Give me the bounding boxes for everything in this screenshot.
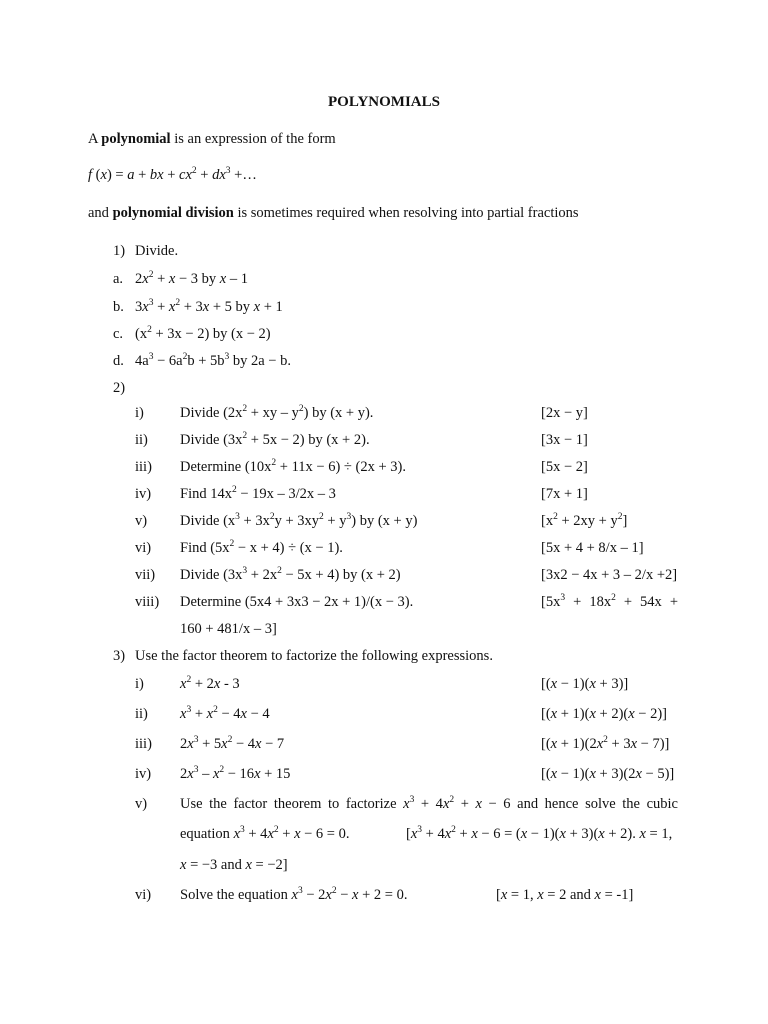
q3-item-ii: $x^3 + x^2 - 4x - 4$ (180, 705, 270, 722)
q2-answer: [$5x^3 + 18x^2 + 54x$ + (541, 593, 678, 610)
intro-term: polynomial (101, 131, 171, 147)
q3-item-iii: $2x^3 + 5x^2 - 4x - 7$ (180, 735, 285, 752)
q3-item-num: ii) (135, 706, 148, 722)
q1-number: 1) (113, 243, 126, 259)
q2-item-ii: Divide $(3x^2 + 5x - 2)$ by (x + 2). (180, 431, 370, 448)
q1-part-d: $4a^3 - 6a^2b + 5b^3$ by 2a − b. (135, 352, 291, 369)
q3-answer: [$x^3 + 4x^2 + x - 6 = (x - 1)(x + 3)(x + 2)$. x = 1, (406, 825, 673, 842)
q3-item-num: v) (135, 796, 148, 812)
q2-answer: [7x + 1] (541, 486, 588, 502)
q2-item-vi: Find $(5x^2 - x + 4) \div (x - 1)$. (180, 539, 343, 556)
q1-part-letter: c. (113, 326, 124, 342)
q2-answer: [3x2 − 4x + 3 – 2/x +2] (541, 567, 678, 583)
q2-item-v: Divide $(x^3 + 3x^2y + 3xy^2 + y^3)$ by (x + y) (180, 512, 418, 529)
q3-answer-continuation: x = −3 and x = −2] (180, 857, 288, 873)
division-post: is sometimes required when resolving into partial fractions (233, 205, 579, 221)
q2-item-vii: Divide $(3x^3 + 2x^2 - 5x + 4)$ by (x + 2) (180, 566, 401, 583)
q2-item-num: vii) (135, 567, 156, 583)
q2-item-num: iv) (135, 486, 152, 502)
page-title: POLYNOMIALS (328, 94, 440, 110)
q2-item-num: v) (135, 513, 148, 529)
intro-paragraph (88, 132, 336, 147)
q3-answer: [(x + 1)(x + 2)(x − 2)] (541, 706, 668, 722)
q2-answer-continuation: 160 + 481/x – 3] (180, 621, 277, 637)
q1-part-b: $3x^3 + x^2 + 3x + 5$ by x + 1 (135, 298, 283, 315)
q1-label: Divide. (135, 243, 179, 259)
division-term: polynomial division (112, 205, 234, 221)
q3-item-v-line1: Use the factor theorem to factorize $x^3 + 4x^2 + x - 6$ and hence solve the cubic (180, 795, 678, 812)
q3-label: Use the factor theorem to factorize the following expressions. (135, 648, 493, 664)
q2-answer: [5x + 4 + 8/x – 1] (541, 540, 644, 556)
q1-part-c: $(x^2 + 3x - 2)$ by (x − 2) (135, 325, 271, 342)
q1-part-a: $2x^2 + x - 3$ by x – 1 (135, 270, 248, 287)
q3-number: 3) (113, 648, 126, 664)
q2-item-i: Divide ($2x^2$ + xy – $y^2$) by (x + y). (180, 404, 374, 421)
q2-number: 2) (113, 380, 126, 396)
q2-item-viii: Determine (5x4 + 3x3 − 2x + 1)/(x − 3). (180, 594, 414, 610)
q2-answer: [3x − 1] (541, 432, 588, 448)
q3-answer: [x = 1, x = 2 and x = -1] (496, 887, 634, 903)
q2-answer: [5x − 2] (541, 459, 588, 475)
intro-pre: A (88, 131, 102, 147)
division-paragraph (88, 206, 579, 221)
q1-part-letter: b. (113, 299, 124, 315)
q3-answer: $[(x + 1)(2x^2 + 3x - 7)]$ (541, 735, 670, 752)
q3-answer: [(x − 1)(x + 3)] (541, 676, 629, 692)
division-pre: and (88, 205, 113, 221)
q3-item-iv: $2x^3 - x^2 - 16x + 15$ (180, 765, 291, 782)
q3-item-vi: Solve the equation $x^3 - 2x^2 - x + 2 = 0$. (180, 886, 408, 903)
q2-item-iii: Determine $(10x^2 + 11x - 6) \div (2x + 3)$. (180, 458, 406, 475)
q3-item-i: $x^2 + 2x - 3$ (180, 675, 240, 692)
polynomial-formula: f (x) = a + bx + $cx^2 + dx^3$ +… (88, 166, 257, 183)
q1-part-letter: d. (113, 353, 124, 369)
q2-item-iv: Find $14x^2 - 19x - 3/2x - 3$ (180, 485, 336, 502)
q3-item-v-line2: equation $x^3 + 4x^2 + x - 6 = 0$. (180, 825, 350, 842)
q2-item-num: i) (135, 405, 144, 421)
intro-post: is an expression of the form (170, 131, 336, 147)
q2-answer: [2x − y] (541, 405, 588, 421)
q3-item-num: iii) (135, 736, 152, 752)
q2-item-num: iii) (135, 459, 152, 475)
q2-answer: $[x^2 + 2xy + y^2]$ (541, 512, 628, 529)
q2-item-num: ii) (135, 432, 148, 448)
q2-item-num: vi) (135, 540, 152, 556)
q3-item-num: i) (135, 676, 144, 692)
q3-answer: [(x − 1)(x + 3)(2x − 5)] (541, 766, 675, 782)
q3-item-num: vi) (135, 887, 152, 903)
q3-item-num: iv) (135, 766, 152, 782)
q1-part-letter: a. (113, 271, 124, 287)
q2-item-num: viii) (135, 594, 160, 610)
